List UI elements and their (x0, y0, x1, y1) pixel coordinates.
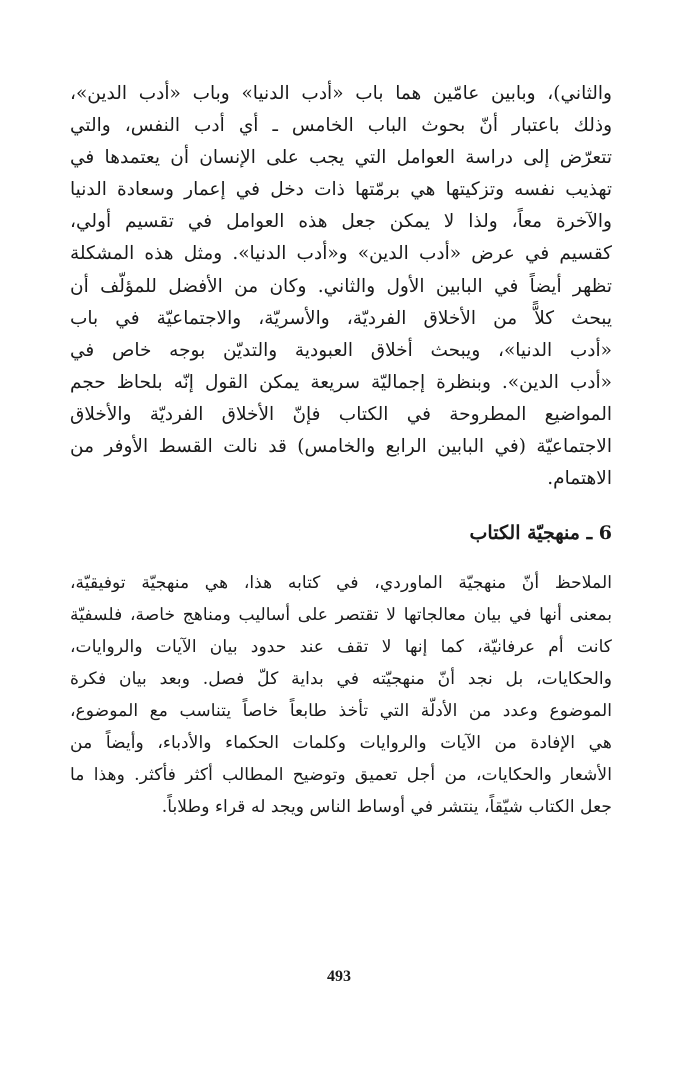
section-heading: 6 ـ منهجيّة الكتاب (469, 522, 612, 545)
text-line: يبحث كلاًّ من الأخلاق الفرديّة، والأسريّة، والاجتماعيّة في باب (70, 307, 612, 329)
text-line: جعل الكتاب شيّقاً، ينتشر في أوساط الناس ويجد له قراء وطلاباً. (161, 797, 612, 818)
text-line: والثاني)، وبابين عامّين هما باب «أدب الدنيا» وباب «أدب الدين»، (70, 83, 612, 104)
text-line: كقسيم في عرض «أدب الدين» و«أدب الدنيا». ومثل هذه المشكلة (70, 243, 612, 265)
text-line: كانت أم عرفانيّة، كما إنها لا تقف عند حدود بيان الآيات والروايات، (70, 637, 612, 658)
text-line: الموضوع وعدد من الأدلّة التي تأخذ طابعاً خاصاً يتناسب مع الموضوع، (70, 701, 612, 722)
text-line: المواضيع المطروحة في الكتاب فإنّ الأخلاق الفرديّة والأخلاق (70, 403, 612, 425)
page-body (70, 78, 612, 823)
text-line: «أدب الدنيا»، ويبحث أخلاق العبودية والتديّن بوجه خاص في (70, 339, 612, 361)
text-line: والحكايات، بل نجد أنّ منهجيّته في بداية كلّ فصل. وبعد بيان فكرة (70, 669, 612, 690)
text-line: الأشعار والحكايات، من أجل تعميق وتوضيح المطالب أكثر فأكثر. وهذا ما (70, 765, 612, 786)
paragraph-1 (70, 78, 612, 495)
text-line: بمعنى أنها في بيان معالجاتها لا تقتصر على أساليب ومناهج خاصة، فلسفيّة (70, 605, 612, 626)
text-line: «أدب الدين». وبنظرة إجماليّة سريعة يمكن القول إنّه بلحاظ حجم (70, 371, 612, 393)
text-line: تظهر أيضاً في البابين الأول والثاني. وكان من الأفضل للمؤلّف أن (70, 275, 612, 297)
page-number: 493 (327, 968, 351, 985)
paragraph-2 (70, 567, 612, 823)
text-line: وذلك باعتبار أنّ بحوث الباب الخامس ـ أي أدب النفس، والتي (70, 115, 612, 137)
text-line: الاجتماعيّة (في البابين الرابع والخامس) قد نالت القسط الأوفر من (70, 436, 612, 458)
text-line: والآخرة معاً، ولذا لا يمكن جعل هذه العوامل في تقسيم أولي، (70, 211, 612, 233)
text-line: الملاحظ أنّ منهجيّة الماوردي، في كتابه هذا، هي منهجيّة توفيقيّة، (70, 573, 612, 594)
text-line: الاهتمام. (547, 468, 612, 490)
text-line: هي الإفادة من الآيات والروايات وكلمات الحكماء والأدباء، وأيضاً من (70, 733, 612, 754)
text-line: تهذيب نفسه وتزكيتها هي برمّتها ذات دخل في إعمار وسعادة الدنيا (70, 179, 612, 201)
text-line: تتعرّض إلى دراسة العوامل التي يجب على الإنسان أن يعتمدها في (70, 147, 612, 169)
